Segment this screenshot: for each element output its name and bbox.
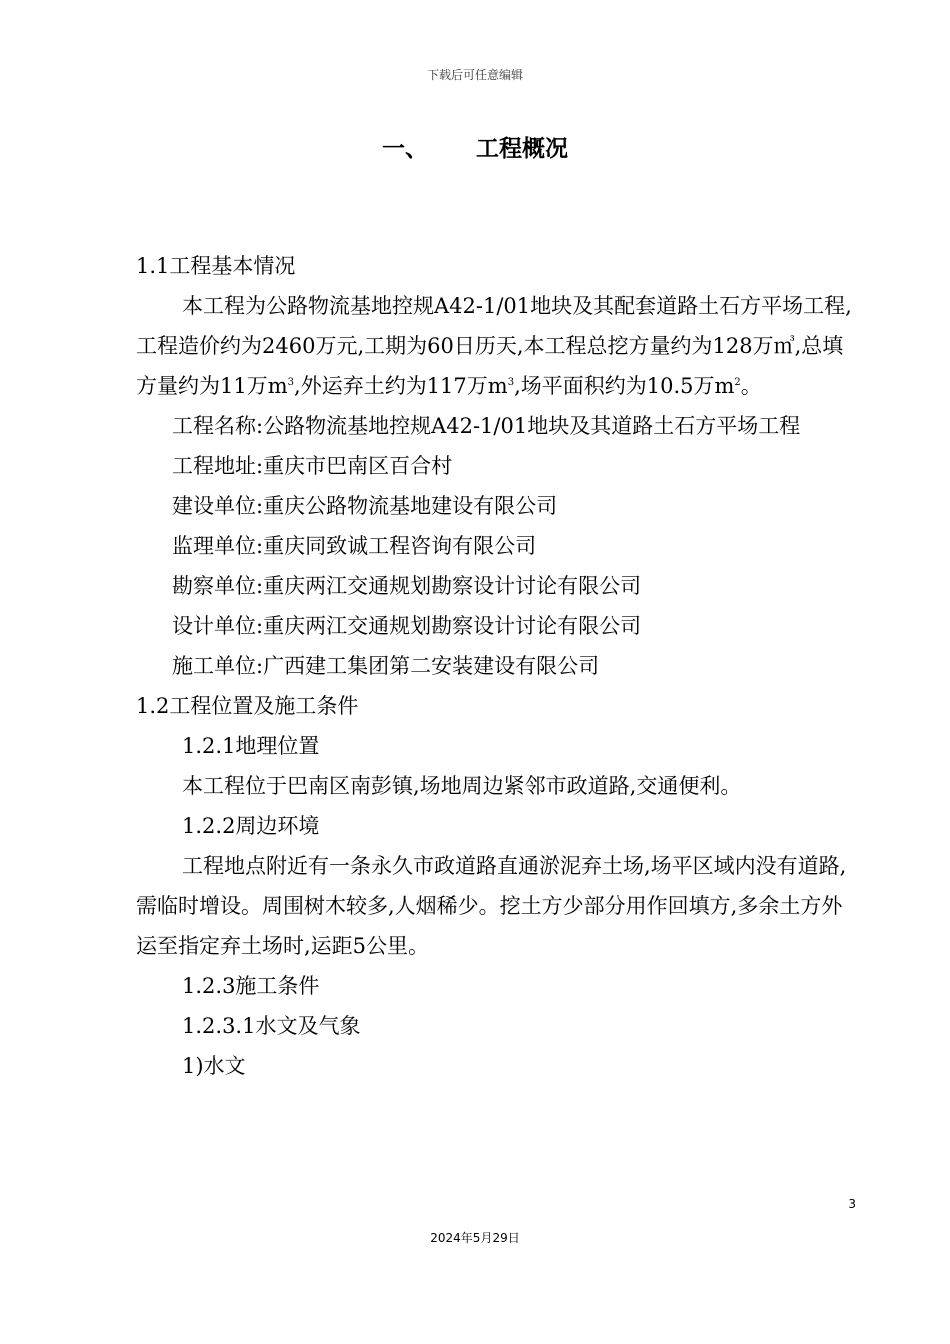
intro-text-b: ,外运弃土约为117万m [294,374,508,398]
builder-unit: 建设单位:重庆公路物流基地建设有限公司 [172,494,558,518]
intro-text-d: 。 [740,374,762,398]
page-number: 3 [848,1197,856,1211]
section-heading-1-1: 1.1工程基本情况 [136,254,296,278]
geo-paragraph: 本工程位于巴南区南彭镇,场地周边紧邻市政道路,交通便利。 [182,774,742,798]
env-paragraph: 工程地点附近有一条永久市政道路直通淤泥弃土场,场平区域内没有道路,需临时增设。周围树木较多,人烟稀少。挖土方少部分用作回填方,多余土方外运至指定弃土场时,运距5公里。 [136,854,847,958]
subsection-heading-1-2-1: 1.2.1地理位置 [182,734,320,758]
subsection-heading-1-2-2: 1.2.2周边环境 [182,814,320,838]
project-name: 工程名称:公路物流基地控规A42-1/01地块及其道路土石方平场工程 [172,414,801,438]
project-address: 工程地址:重庆市巴南区百合村 [172,454,453,478]
section-heading-1-2: 1.2工程位置及施工条件 [136,694,359,718]
superscript-2: 2 [734,377,741,388]
supervisor-unit: 监理单位:重庆同致诚工程咨询有限公司 [172,534,537,558]
page-header-note: 下载后可任意编辑 [426,68,523,82]
intro-text-a: 本工程为公路物流基地控规A42-1/01地块及其配套道路土石方平场工程,工程造价约为2460万元,工期为60日历天,本工程总挖方量约为128万㎥,总填方量约为11万m [136,294,852,398]
superscript-3b: 3 [507,377,515,388]
chapter-number: 一、 [382,136,428,162]
survey-unit: 勘察单位:重庆两江交通规划勘察设计讨论有限公司 [172,574,642,598]
subsection-heading-1-2-3: 1.2.3施工条件 [182,974,320,998]
design-unit: 设计单位:重庆两江交通规划勘察设计讨论有限公司 [172,614,642,638]
intro-paragraph [136,286,856,406]
construction-unit: 施工单位:广西建工集团第二安装建设有限公司 [172,654,600,678]
document-body [136,246,856,1086]
chapter-title [0,134,950,164]
list-item-hydrology: 1)水文 [182,1054,246,1078]
chapter-title-text: 工程概况 [476,136,568,162]
superscript-3a: 3 [287,377,295,388]
intro-text-c: ,场平面积约为10.5万m [514,374,735,398]
page-footer-date: 2024年5月29日 [430,1231,520,1245]
subsection-heading-1-2-3-1: 1.2.3.1水文及气象 [182,1014,361,1038]
